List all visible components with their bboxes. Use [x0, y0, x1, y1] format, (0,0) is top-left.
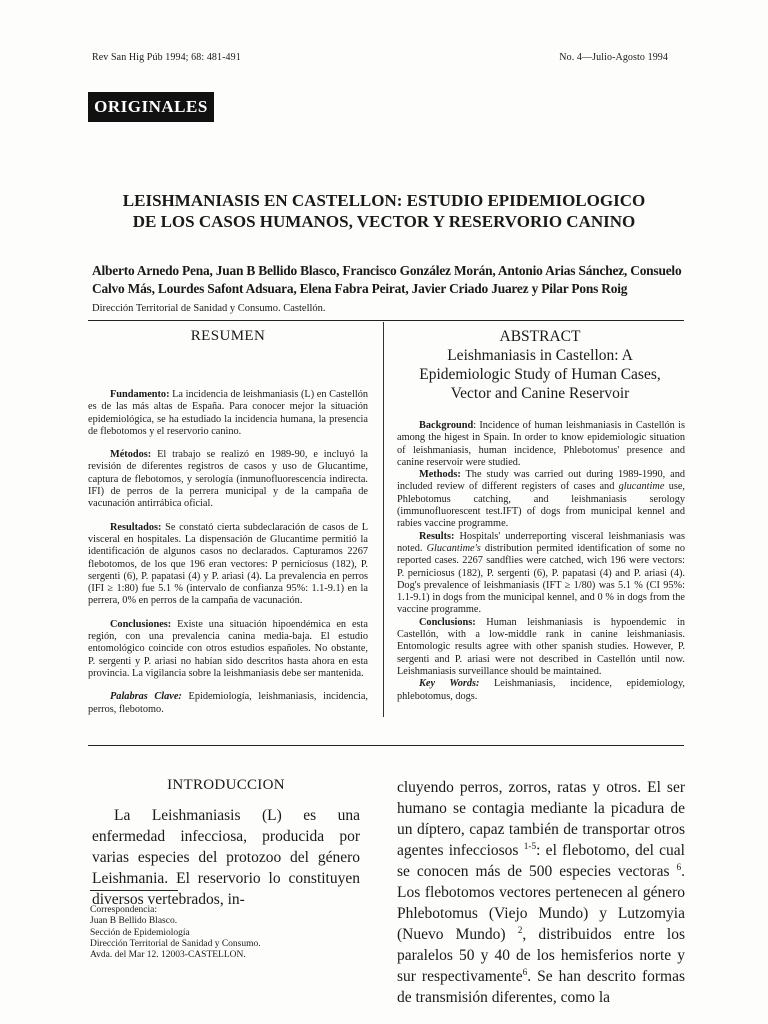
resumen-background: Fundamento: La incidencia de leishmaniasis (L) en Castellón es de las más altas de España. Para conocer mejor la situación epidemiológica, se ha estudiado la incidencia humana, la presencia de flebotomos y el reservorio canino.	[88, 389, 368, 437]
abstract-keywords-lead: Key Words:	[419, 678, 480, 690]
abstract-heading: ABSTRACT	[499, 328, 581, 345]
affiliation: Dirección Territorial de Sanidad y Consumo. Castellón.	[92, 303, 326, 314]
abstract-conclusions: Conclusions: Human leishmaniasis is hypoendemic in Castellón, with a low-middle rank in canine leishmaniasis. Entomologic results agree with other spanish studies. However, P. sergenti and P. ariasi were not described in Castellón until now. Leishmaniasis surveillance should be maintained.	[397, 616, 685, 677]
resumen-results-lead: Resultados:	[110, 521, 162, 533]
abstract-keywords: Key Words: Leishmaniasis, incidence, epidemiology, phlebotomus, dogs.	[397, 678, 686, 702]
correspondence-address: Avda. del Mar 12. 12003-CASTELLON.	[90, 950, 246, 961]
authors-line-2: Calvo Más, Lourdes Safont Adsuara, Elena Fabra Peirat, Javier Criado Juarez y Pilar Pons Roig	[92, 281, 628, 296]
abstract-title-line-1: Leishmaniasis in Castellon: A	[447, 347, 633, 364]
section-label: ORIGINALES	[88, 92, 214, 122]
abstract-background: Background: Incidence of human leishmaniasis in Castellón is among the higest in Spain. In order to know epidemiologic situation of leishmaniasis, human incidence, Phlebotomus' presence and canine reservoir were studied.	[397, 420, 685, 468]
column-divider	[383, 322, 384, 717]
issue-info: No. 4—Julio-Agosto 1994	[559, 52, 668, 63]
abstract-title-line-2: Epidemiologic Study of Human Cases,	[419, 366, 661, 383]
abstract-conclusions-lead: Conclusions:	[419, 616, 476, 628]
correspondence-block	[90, 905, 360, 961]
resumen-conclusions: Conclusiones: Existe una situación hipoendémica en esta región, con una prevalencia canina media-baja. El estudio entomológico coincide con otros estudios españoles. No obstante, P. sergenti y P. ariasi no habían sido descritos hasta ahora en esta provincia. La vigilancia sobre la leishmaniasis debe ser mantenida.	[88, 618, 368, 679]
abstract-bottom-divider	[88, 745, 684, 746]
abstract-heading-block	[395, 327, 685, 403]
affiliation-divider	[88, 320, 684, 321]
resumen-keywords-lead: Palabras Clave:	[110, 691, 182, 703]
resumen-body	[88, 389, 368, 727]
title-line-1: LEISHMANIASIS EN CASTELLON: ESTUDIO EPIDEMIOLOGICO	[122, 191, 646, 210]
abstract-body	[397, 420, 685, 703]
correspondence-department: Dirección Territorial de Sanidad y Consumo.	[90, 938, 261, 949]
resumen-results: Resultados: Se constató cierta subdeclaración de casos de L visceral en hospitales. La dispensación de Glucantime permitió la identificación de algunos casos no declarados. Capturamos 2267 flebotomos, de los que 196 eran vectores: P pernicíosus (182), P. sergenti (6), P. papatasi (4) y P. ariasi (4). La prevalencia en perros (IFI ≥ 1:80) fue 5.1 % (intervalo de confianza 95%: 1.1-9.1) en la perrera, 0% en perros de la campaña de vacunación.	[88, 521, 368, 607]
resumen-background-lead: Fundamento:	[110, 389, 170, 400]
resumen-keywords: Palabras Clave: Epidemiología, leishmaniasis, incidencia, perros, flebotomo.	[88, 691, 368, 715]
title-line-2: DE LOS CASOS HUMANOS, VECTOR Y RESERVORIO CANINO	[132, 212, 636, 231]
correspondence-name: Juan B Bellido Blasco.	[90, 916, 178, 927]
abstract-background-lead: Background	[419, 420, 474, 431]
article-title	[92, 190, 676, 232]
abstract-methods-lead: Methods:	[419, 469, 461, 481]
abstract-methods: Methods: The study was carried out during 1989-1990, and included review of different registers of cases and glucantime use, Phlebotomus catching, and leishmaniasis serology (immunofluorescent test.IFT) of dogs from municipal kennel and rabies vaccine programme.	[397, 469, 685, 530]
resumen-methods-lead: Métodos:	[110, 449, 152, 461]
abstract-results-lead: Results:	[419, 530, 455, 542]
resumen-conclusions-lead: Conclusiones:	[110, 618, 172, 630]
abstract-results: Results: Hospitals' underreporting visceral leishmaniasis was noted. Glucantime's distribution permited identification of some no reported cases. 2267 sandflies were catched, wich 196 were vectors: P. perniciosus (182), P. sergenti (6), P. papatasi (4) and P. ariasi (4). Dog's prevalence of leishmaniasis (IFT ≥ 1/80) was 5.1 % (CI 95%: 1.1-9.1) in dogs from the municipal kennel, and 0 % in dogs from the vaccine programme.	[397, 530, 685, 616]
footnote-rule	[90, 890, 178, 891]
authors-line-1: Alberto Arnedo Pena, Juan B Bellido Blasco, Francisco González Morán, Antonio Arias Sánchez, Consuelo	[92, 263, 682, 278]
resumen-heading: RESUMEN	[190, 328, 266, 344]
intro-right-text: cluyendo perros, zorros, ratas y otros. El ser humano se contagia mediante la picadura de un díptero, capaz también de transportar otros agentes infecciosos $^{1-5}$: el flebotomo, del cual se conocen más de 500 especies vectoras $^6$. Los flebotomos vectores pertenecen al género Phlebotomus (Viejo Mundo) y Lutzomyia (Nuevo Mundo) $^2$, distribuidos entre los paralelos 50 y 40 de los hemisferios norte y sur respectivamente$^6$. Se han descrito formas de transmisión diferentes, como la	[397, 779, 685, 1006]
author-list	[92, 262, 684, 298]
abstract-title-line-3: Vector and Canine Reservoir	[450, 385, 630, 402]
correspondence-section: Sección de Epidemiología	[90, 927, 190, 938]
intro-left-text: La Leishmaniasis (L) es una enfermedad infecciosa, producida por varias especies del protozoo del género Leishmania. El reservorio lo constituyen diversos vertebrados, in-	[92, 807, 360, 908]
journal-reference: Rev San Hig Púb 1994; 68: 481-491	[92, 52, 241, 63]
intro-heading: INTRODUCCION	[167, 777, 285, 793]
correspondence-label: Correspondencia:	[90, 905, 158, 915]
resumen-methods: Métodos: El trabajo se realizó en 1989-90, e incluyó la revisión de diferentes registros de casos y uso de Glucantime, captura de flebotomos, y serología (inmunofluorescencia indirecta. IFI) de perros de la perrera municipal y de la campaña de vacunación antirrábica oficial.	[88, 449, 368, 510]
